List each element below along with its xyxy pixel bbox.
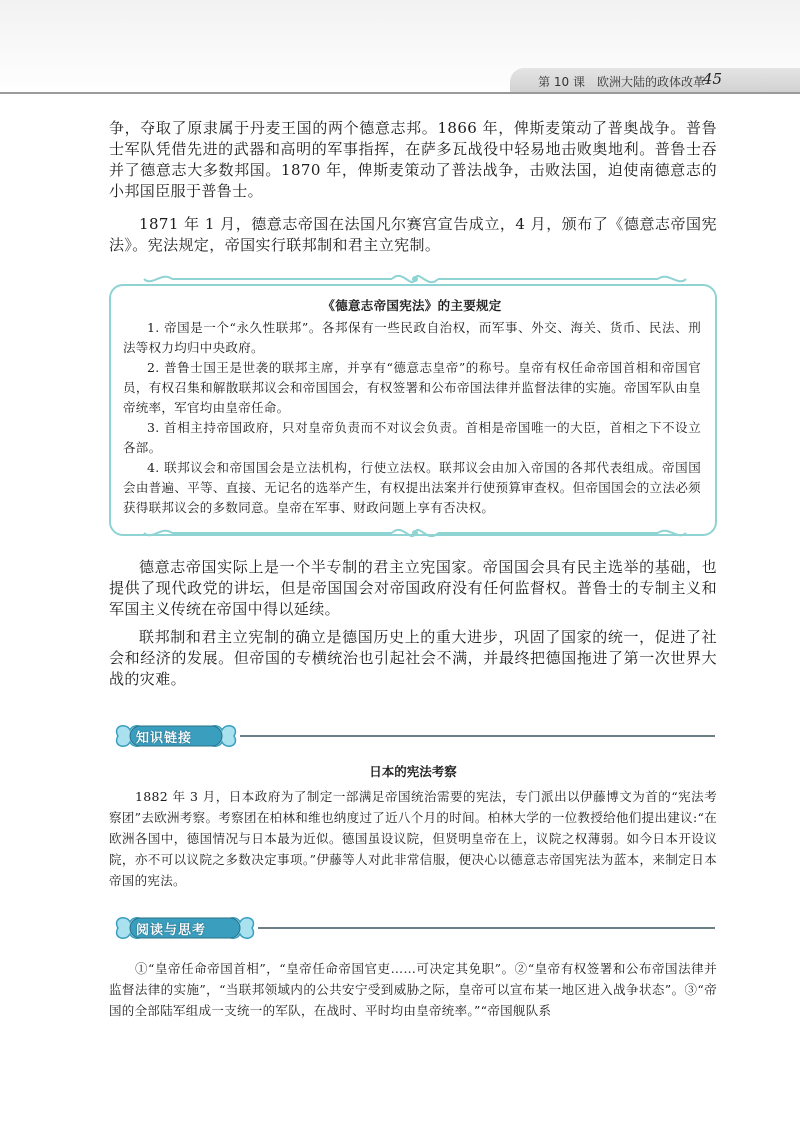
reading-text: ①“皇帝任命帝国首相”，“皇帝任命帝国官吏……可决定其免职”。②“皇帝有权签署和公布帝国法律并监督法律的实施”，“当联邦领域内的公共安宁受到威胁之际，皇帝可以宣布某一地区进入战争状态”。③“帝国的全部陆军组成一支统一的军队，在战时、平时均由皇帝统率。”“帝国舰队系 (109, 961, 717, 1018)
running-header: 第 10 课 欧洲大陆的政体改革 (538, 75, 705, 89)
paragraph-3: 德意志帝国实际上是一个半专制的君主立宪国家。帝国国会具有民主选举的基础，也提供了现代政党的讲坛，但是帝国国会对帝国政府没有任何监督权。普鲁士的专制主义和军国主义传统在帝国中得以延续。 (109, 558, 717, 618)
reading-rule (258, 927, 715, 929)
constitution-item: 2. 普鲁士国王是世袭的联邦主席，并享有“德意志皇帝”的称号。皇帝有权任命帝国首相和帝国官员，有权召集和解散联邦议会和帝国国会，有权签署和公布帝国法律并监督法律的实施。帝国军队由皇帝统率，军官均由皇帝任命。 (123, 360, 701, 415)
constitution-item: 1. 帝国是一个“永久性联邦”。各邦保有一些民政自治权，而军事、外交、海关、货币、民法、刑法等权力均归中央政府。 (123, 320, 701, 355)
knowledge-link-text: 1882 年 3 月，日本政府为了制定一部满足帝国统治需要的宪法，专门派出以伊藤博文为首的“宪法考察团”去欧洲考察。考察团在柏林和维也纳度过了近八个月的时间。柏林大学的一位教授给他们提出建议:“在欧洲各国中，德国情况与日本最为近似。德国虽设议院，但贤明皇帝在上，议院之权薄弱。如今日本开设议院，亦不可以议院之多数决定事项。”伊藤等人对此非常信服，便决心以德意志帝国宪法为蓝本，来制定日本帝国的宪法。 (109, 789, 717, 888)
knowledge-link-label: 知识链接 (136, 731, 193, 746)
knowledge-link-title: 日本的宪法考察 (369, 764, 457, 779)
header-rule (0, 92, 800, 94)
paragraph-2: 1871 年 1 月，德意志帝国在法国凡尔赛宫宣告成立，4 月，颁布了《德意志帝国宪法》。宪法规定，帝国实行联邦制和君主立宪制。 (109, 215, 717, 254)
constitution-item: 4. 联邦议会和帝国国会是立法机构，行使立法权。联邦议会由加入帝国的各邦代表组成。帝国国会由普遍、平等、直接、无记名的选举产生，有权提出法案并行使预算审查权。但帝国国会的立法必须获得联邦议会的多数同意。皇帝在军事、财政问题上享有否决权。 (123, 460, 701, 515)
paragraph-1: 争，夺取了原隶属于丹麦王国的两个德意志邦。1866 年，俾斯麦策动了普奥战争。普鲁士军队凭借先进的武器和高明的军事指挥，在萨多瓦战役中轻易地击败奥地利。普鲁士吞并了德意志大多数邦国。1870 年，俾斯麦策动了普法战争，击败法国，迫使南德意志的小邦国臣服于普鲁士。 (109, 119, 717, 200)
reading-badge (110, 912, 260, 944)
reading-label: 阅读与思考 (136, 923, 207, 938)
knowledge-link-rule (240, 735, 715, 737)
constitution-box-title: 《德意志帝国宪法》的主要规定 (322, 298, 502, 313)
constitution-item: 3. 首相主持帝国政府，只对皇帝负责而不对议会负责。首相是帝国唯一的大臣，首相之下不设立各部。 (123, 420, 701, 455)
paragraph-4: 联邦制和君主立宪制的确立是德国历史上的重大进步，巩固了国家的统一，促进了社会和经济的发展。但帝国的专横统治也引起社会不满，并最终把德国拖进了第一次世界大战的灾难。 (109, 628, 717, 688)
knowledge-link-badge (110, 720, 242, 752)
constitution-box (109, 284, 717, 536)
page-number: 45 (702, 70, 722, 88)
ornament-divider-bottom (112, 522, 718, 544)
